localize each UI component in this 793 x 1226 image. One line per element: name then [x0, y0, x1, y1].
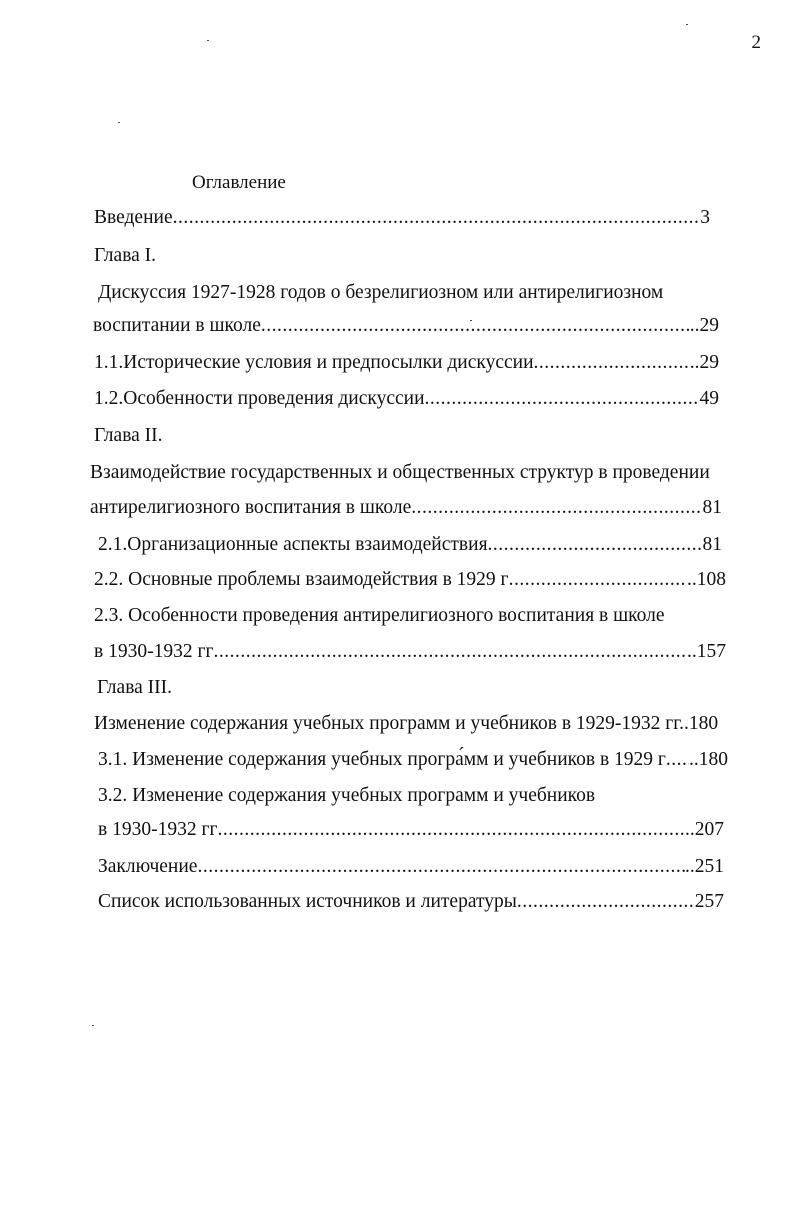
dot-leader [517, 890, 695, 914]
toc-entry [94, 351, 719, 375]
toc-entry-page: ..251 [685, 856, 724, 877]
toc-entry [94, 568, 726, 592]
toc-entry-text: Глава I. [94, 245, 157, 266]
dot-leader [411, 496, 702, 520]
dot-leader [217, 818, 685, 842]
toc-entry-page: 81 [702, 497, 722, 518]
chapter-heading [94, 244, 156, 268]
toc-title: Оглавление [192, 172, 286, 193]
toc-entry-page: 81 [702, 534, 722, 555]
toc-entry-text: 2.2. Основные проблемы взаимодействия в 1929 г [94, 569, 509, 590]
scan-speck [92, 1025, 94, 1026]
toc-entry [90, 461, 710, 485]
dot-leader [213, 640, 687, 664]
toc-entry-text: в 1930-1932 гг [98, 819, 218, 840]
toc-entry [98, 748, 728, 772]
dot-leader [509, 568, 687, 592]
toc-entry [98, 855, 724, 879]
toc-entry-text: в 1930-1932 гг [94, 641, 214, 662]
toc-entry [94, 604, 665, 628]
dot-leader [261, 314, 690, 338]
scan-speck [118, 122, 120, 123]
toc-entry [98, 784, 595, 808]
toc-entry [94, 712, 718, 736]
toc-entry [94, 206, 710, 230]
toc-entry [90, 496, 722, 520]
chapter-heading [94, 424, 163, 448]
toc-entry [93, 314, 719, 338]
toc-entry-page: 257 [694, 891, 724, 912]
dot-leader [666, 748, 689, 772]
toc-entry-text: Исторические условия и предпосылки дискуссии [123, 352, 534, 373]
section-number: 1.1. [94, 352, 124, 373]
toc-entry-page: ..157 [687, 641, 726, 662]
toc-entry-text: Заключение [98, 856, 198, 877]
toc-entry-text: Изменение содержания учебных программ и учебников в 1929-1932 гг..180 [94, 713, 719, 734]
toc-entry-page: 49 [699, 388, 719, 409]
toc-entry-text: воспитании в школе [93, 315, 261, 336]
toc-entry [98, 533, 722, 557]
dot-leader [488, 533, 703, 557]
chapter-heading [97, 676, 172, 700]
toc-entry-text: Глава II. [94, 425, 163, 446]
toc-entry-text: антирелигиозного воспитания в школе [90, 497, 412, 518]
dot-leader [173, 206, 701, 230]
toc-entry-text: 2.3. Особенности проведения антирелигиозного воспитания в школе [94, 605, 665, 626]
toc-entry [98, 818, 724, 842]
toc-entry-text: 2.1.Организационные аспекты взаимодействия [98, 534, 488, 555]
toc-entry-text: Дискуссия 1927-1928 годов о безрелигиозном или антирелигиозном [98, 282, 664, 303]
toc-entry [94, 640, 726, 664]
toc-entry [98, 890, 724, 914]
toc-entry-page: 3 [700, 207, 710, 228]
scan-speck [686, 24, 688, 25]
toc-entry-text: Особенности проведения дискуссии [123, 388, 425, 409]
toc-entry-text: Список использованных источников и литературы [98, 891, 517, 912]
toc-entry-text: Глава III. [97, 677, 173, 698]
section-number: 1.2. [94, 388, 124, 409]
dot-leader [197, 855, 685, 879]
scan-speck [207, 40, 209, 41]
toc-entry-text: 3.1. Изменение содержания учебных програ́мм и учебников в 1929 г [98, 749, 666, 770]
toc-entry-page: ..29 [689, 315, 719, 336]
toc-entry-text: Введение [94, 207, 173, 228]
toc-entry-page: ..180 [689, 749, 728, 770]
dot-leader [534, 351, 690, 375]
dot-leader [425, 387, 700, 411]
toc-entry-text: Взаимодействие государственных и общественных структур в проведении [90, 462, 710, 483]
toc-entry-page: ..29 [689, 352, 719, 373]
toc-entry [98, 281, 663, 305]
toc-entry-page: ..207 [685, 819, 724, 840]
toc-entry-text: 3.2. Изменение содержания учебных программ и учебников [98, 785, 596, 806]
toc-entry-page: ..108 [687, 569, 726, 590]
toc-entry [94, 387, 719, 411]
page-number: 2 [751, 32, 761, 53]
